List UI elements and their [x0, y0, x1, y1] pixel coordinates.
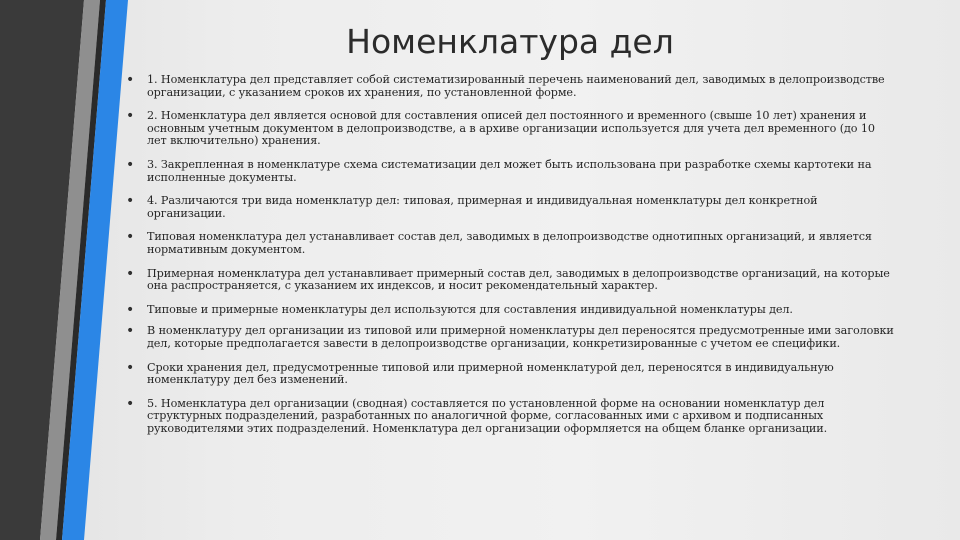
list-item-text: 5. Номенклатура дел организации (сводная) составляется по установленной форме на основании номенклатур дел структурных подразделений, разработанных по аналогичной форме, согласованных ими с архивом и подписанных руководителями этих подразделений. Номенклатура дел организации оформляется на общем бланке организации. — [147, 396, 828, 435]
bullet-icon: • — [126, 301, 135, 318]
list-item-text: В номенклатуру дел организации из типовой или примерной номенклатуры дел переносятся предусмотренные ими заголовки дел, которые предполагается завести в делопроизводстве организации, конкретизированные с учетом ее специфики. — [147, 324, 894, 350]
list-item — [126, 231, 896, 256]
list-item — [126, 74, 896, 99]
bullet-list — [126, 74, 896, 435]
list-item — [126, 395, 896, 436]
list-item — [126, 301, 896, 318]
list-item-text: 4. Различаются три вида номенклатур дел: типовая, примерная и индивидуальная номенклатуры дел конкретной организации. — [147, 194, 818, 220]
bullet-icon: • — [126, 108, 135, 125]
bullet-icon: • — [126, 395, 135, 412]
list-item — [126, 265, 896, 293]
bullet-icon: • — [126, 265, 135, 282]
list-item — [126, 156, 896, 184]
slide-title: Номенклатура дел — [346, 22, 674, 61]
list-item-text: Сроки хранения дел, предусмотренные типовой или примерной номенклатурой дел, переносятся в индивидуальную номенклатуру дел без изменений. — [147, 360, 834, 387]
list-item-text: Типовые и примерные номенклатуры дел используются для составления индивидуальной номенклатуры дел. — [147, 302, 793, 316]
bullet-icon: • — [126, 156, 135, 173]
list-item-text: 3. Закрепленная в номенклатуре схема систематизации дел может быть использована при разработке схемы картотеки на исполненные документы. — [147, 157, 872, 184]
bullet-icon: • — [126, 193, 135, 210]
list-item-text: 2. Номенклатура дел является основой для составления описей дел постоянного и временного (свыше 10 лет) хранения и основным учетным документом в делопроизводстве, а в архиве организации используется для учета дел временного (до 10 лет включительно) хранения. — [147, 109, 875, 148]
bullet-icon: • — [126, 229, 135, 246]
bullet-icon: • — [126, 72, 135, 88]
list-item-text: 1. Номенклатура дел представляет собой систематизированный перечень наименований дел, заводимых в делопроизводстве организации, с указанием сроков их хранения, по установленной форме. — [147, 73, 885, 99]
list-item-text: Примерная номенклатура дел устанавливает примерный состав дел, заводимых в делопроизводстве организаций, на которые она распространяется, с указанием их индексов, и носит рекомендательный характер. — [147, 266, 890, 293]
bullet-icon: • — [126, 323, 135, 340]
list-item — [126, 195, 896, 220]
list-item — [126, 325, 896, 350]
bullet-icon: • — [126, 359, 135, 376]
list-item-text: Типовая номенклатура дел устанавливает состав дел, заводимых в делопроизводстве однотипных организаций, и является нормативным документом. — [147, 230, 872, 256]
list-item — [126, 359, 896, 387]
list-item — [126, 110, 896, 148]
